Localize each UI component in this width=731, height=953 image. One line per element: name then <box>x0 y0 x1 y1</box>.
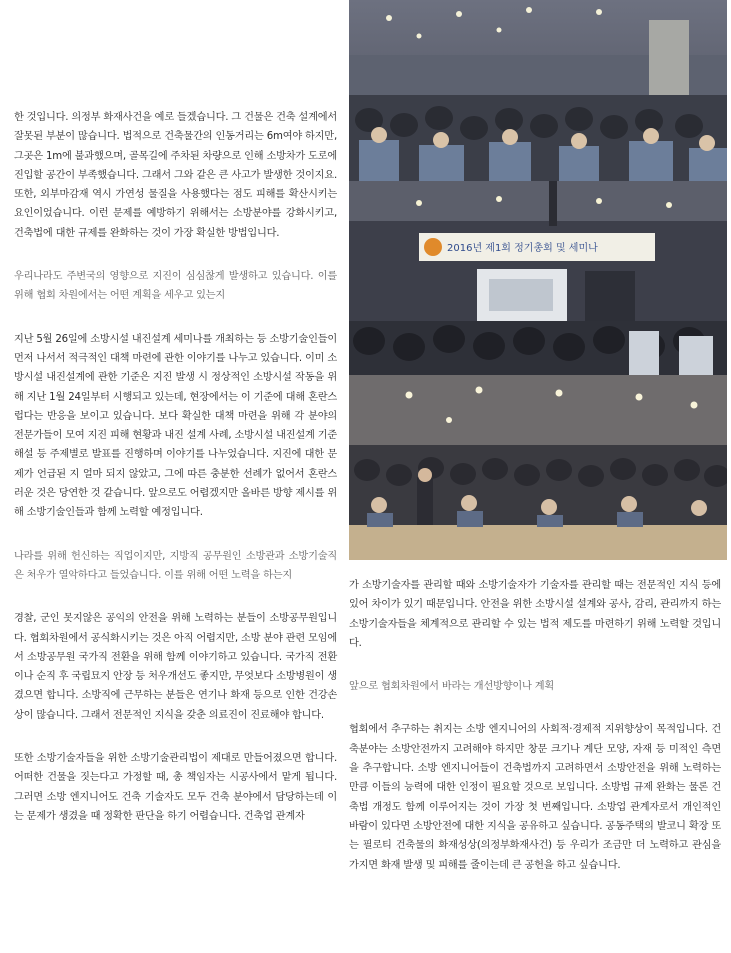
answer-paragraph: 한 것입니다. 의정부 화재사건을 예로 들겠습니다. 그 건물은 건축 설계에서 잘못된 부분이 많습니다. 법적으로 건축물간의 인동거리는 6m여야 하지만, 그곳은 1m에 불과했으며, 골목길에 주차된 차량으로 인해 소방차가 도로에 진입할 공간이 부족했습니다. 그래서 그와 같은 큰 사고가 발생한 것이지요. 또한, 외부마감재 역시 가연성 물질을 사용했다는 점도 피해를 확산시키는 요인이었습니다. 이런 문제를 예방하기 위해서는 소방분야를 강화시키고, 건축법에 대한 규제를 완화하는 것이 가장 확실한 방법입니다. <box>14 112 337 239</box>
seminar-stage-photo <box>349 181 727 375</box>
stage-banner-text: 2016년 제1회 정기총회 및 세미나 <box>447 243 598 254</box>
question-paragraph: 우리나라도 주변국의 영향으로 지진이 심심찮게 발생하고 있습니다. 이를 위해 협회 차원에서는 어떤 계획을 세우고 있는지 <box>14 271 337 302</box>
question-paragraph: 나라를 위해 헌신하는 직업이지만, 지방직 공무원인 소방관과 소방기술직은 처우가 열악하다고 들었습니다. 이를 위해 어떤 노력을 하는지 <box>14 550 337 581</box>
left-text-column <box>14 108 337 850</box>
answer-paragraph: 또한 소방기술자들을 위한 소방기술관리법이 제대로 만들어졌으면 합니다. 어떠한 건물을 짓는다고 가정할 때, 총 책임자는 시공사에서 맡게 됩니다. 그러면 소방 엔지니어도 건축 기술자도 모두 건축 분야에서 담당하는데 이는 문제가 생겼을 때 정확한 판단을 하기 어렵습니다. 건축업 관계자 <box>14 753 337 822</box>
answer-paragraph: 가 소방기술자를 관리할 때와 소방기술자가 기술자를 관리할 때는 전문적인 지식 등에 있어 차이가 있기 때문입니다. 안전을 위한 소방시설 설계와 공사, 감리, 관리까지 하는 소방기술자들을 체계적으로 관리할 수 있는 법적 제도를 마련하기 위해 노력할 것입니다. <box>349 580 721 649</box>
answer-paragraph: 지난 5월 26일에 소방시설 내진설계 세미나를 개최하는 등 소방기술인들이 먼저 나서서 적극적인 대책 마련에 관한 이야기를 나누고 있습니다. 이미 소방시설 내진설계에 관한 기준은 지진 발생 시 정상적인 소방시설 작동을 위해 지난 1월 24일부터 시행되고 있는데, 현장에서는 이 기준에 대해 혼란스럽다는 반응을 보이고 있습니다. 보다 확실한 대책 마련을 위해 각 분야의 전문가들이 모여 지진 피해 현황과 내진 설계 사례, 소방시설 내진설계 기준 해설 등 주제별로 발표를 진행하며 이야기를 나누었습니다. 지진에 대한 문제가 언급된 지 얼마 되지 않았고, 그에 따른 충분한 선례가 없어서 혼란스러운 것은 당연한 것 같습니다. 앞으로도 어렵겠지만 올바른 방향 제시를 위해 소방기술인들과 함께 노력할 예정입니다. <box>14 333 337 519</box>
question-paragraph: 앞으로 협회차원에서 바라는 개선방향이나 계획 <box>349 681 554 693</box>
answer-paragraph: 협회에서 추구하는 취지는 소방 엔지니어의 사회적·경제적 지위향상이 목적입니다. 건축분야는 소방안전까지 고려해야 하지만 창문 크기나 계단 모양, 자재 등 미적인 측면을 추구합니다. 소방 엔지니어들이 건축법까지 고려하면서 소방안전을 위해 노력하는 만큼 이들의 능력에 대한 인정이 필요할 것으로 보입니다. 소방법 규제 완화는 물론 건축법 개정도 함께 이루어지는 것이 가장 첫 번째입니다. 소방업 관계자로서 개인적인 바람이 있다면 소방안전에 대한 지식을 공유하고 싶습니다. 공동주택의 발코니 확장 또는 필로티 건축물의 화재성상(의정부화재사건) 등 우리가 조금만 더 노력하고 관심을 가지면 화재 발생 및 피해를 줄이는데 큰 공헌을 하고 싶습니다. <box>349 724 721 871</box>
seminar-audience-photo <box>349 0 727 181</box>
right-text-column <box>349 576 721 899</box>
answer-paragraph: 경찰, 군인 못지않은 공익의 안전을 위해 노력하는 분들이 소방공무원입니다. 협회차원에서 공식화시키는 것은 아직 어렵지만, 소방 분야 관련 모임에서 소방공무원 국가직 전환을 위해 함께 이야기하고 있습니다. 국가직 전환이나 순직 후 국립묘지 안장 등 처우개선도 좋지만, 무엇보다 소방병원이 생겼으면 합니다. 소방직에 근무하는 분들은 연기나 화재 등으로 인한 건강손상이 많습니다. 그래서 전문적인 지식을 갖춘 의료진이 진료해야 합니다. <box>14 613 337 721</box>
seminar-audience-photo <box>349 375 727 560</box>
